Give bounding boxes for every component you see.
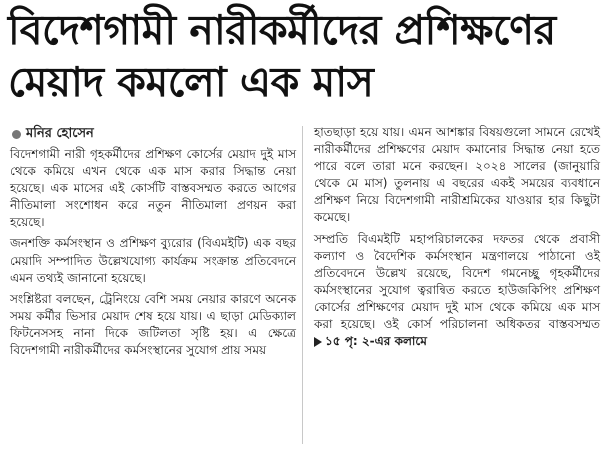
headline (8, 4, 604, 108)
paragraph-text: সম্প্রতি বিএমইটি মহাপরিচালকের দফতর থেকে প্রবাসী কল্যাণ ও বৈদেশিক কর্মসংস্থান মন্ত্রণালয়ে পাঠানো ওই প্রতিবেদনে উল্লেখ রয়েছে, বিদেশ গমনেচ্ছু গৃহকর্মীদের কর্মসংস্থানের সুযোগ ত্বরান্বিত করতে হাউজকিপিং প্রশিক্ষণ কোর্সের প্রশিক্ষণের মেয়াদ দুই মাস থেকে কমিয়ে এক মাস করা হয়েছে। ওই কোর্স পরিচালনা অধিকতর বাস্তবসম্মত (314, 231, 600, 332)
right-column (314, 124, 600, 356)
paragraph: সংশ্লিষ্টরা বলছেন, ট্রেনিংয়ে বেশি সময় নেয়ার কারণে অনেক সময় কর্মীর ভিসার মেয়াদ শেষ হয়ে যায়। এ ছাড়া মেডিক্যাল ফিটনেসসহ নানা দিকে জটিলতা সৃষ্টি হয়। এ ক্ষেত্রে বিদেশগামী নারীকর্মীদের কর্মসংস্থানের সুযোগ প্রায় সময় (10, 291, 296, 358)
paragraph: হাতছাড়া হয়ে যায়। এমন আশঙ্কার বিষয়গুলো সামনে রেখেই নারীকর্মীদের প্রশিক্ষণের মেয়াদ কমানোর সিদ্ধান্ত নেয়া হতে পারে বলে তারা মনে করছেন। ২০২৪ সালের (জানুয়ারি থেকে মে মাস) তুলনায় এ বছরের একই সময়ের ব্যবধানে প্রশিক্ষণ নিয়ে বিদেশগামী নারীশ্রমিকের যাওয়ার হার কিছুটা কমেছে। (314, 125, 600, 225)
arrow-right-icon (314, 337, 322, 347)
headline-line-1: বিদেশগামী নারীকর্মীদের প্রশিক্ষণের (8, 6, 556, 54)
continuation-text: ১৫ পৃ: ২-এর কলামে (325, 334, 427, 349)
bullet-icon (12, 130, 21, 139)
paragraph: জনশক্তি কর্মসংস্থান ও প্রশিক্ষণ ব্যুরোর (বিএমইটি) এক বছর মেয়াদি সম্পাদিত উল্লেখযোগ্য কার্যক্রম সংক্রান্ত প্রতিবেদনে এমন তথ্যই জানানো হয়েছে। (10, 236, 296, 285)
left-column (10, 146, 296, 363)
author-name: মনির হোসেন (26, 126, 94, 141)
continuation-note (314, 333, 427, 350)
byline (12, 124, 94, 145)
headline-line-2: মেয়াদ কমলো এক মাস (8, 58, 374, 106)
paragraph (314, 231, 600, 352)
paragraph: বিদেশগামী নারী গৃহকর্মীদের প্রশিক্ষণ কোর্সের মেয়াদ দুই মাস থেকে কমিয়ে এখন থেকে এক মাস করার সিদ্ধান্ত নেয়া হয়েছে। এক মাসের এই কোর্সটি বাস্তবসম্মত করতে আগের নীতিমালা সংশোধন করে নতুন নীতিমালা প্রণয়ন করা হয়েছে। (10, 147, 296, 230)
column-divider (302, 126, 303, 444)
